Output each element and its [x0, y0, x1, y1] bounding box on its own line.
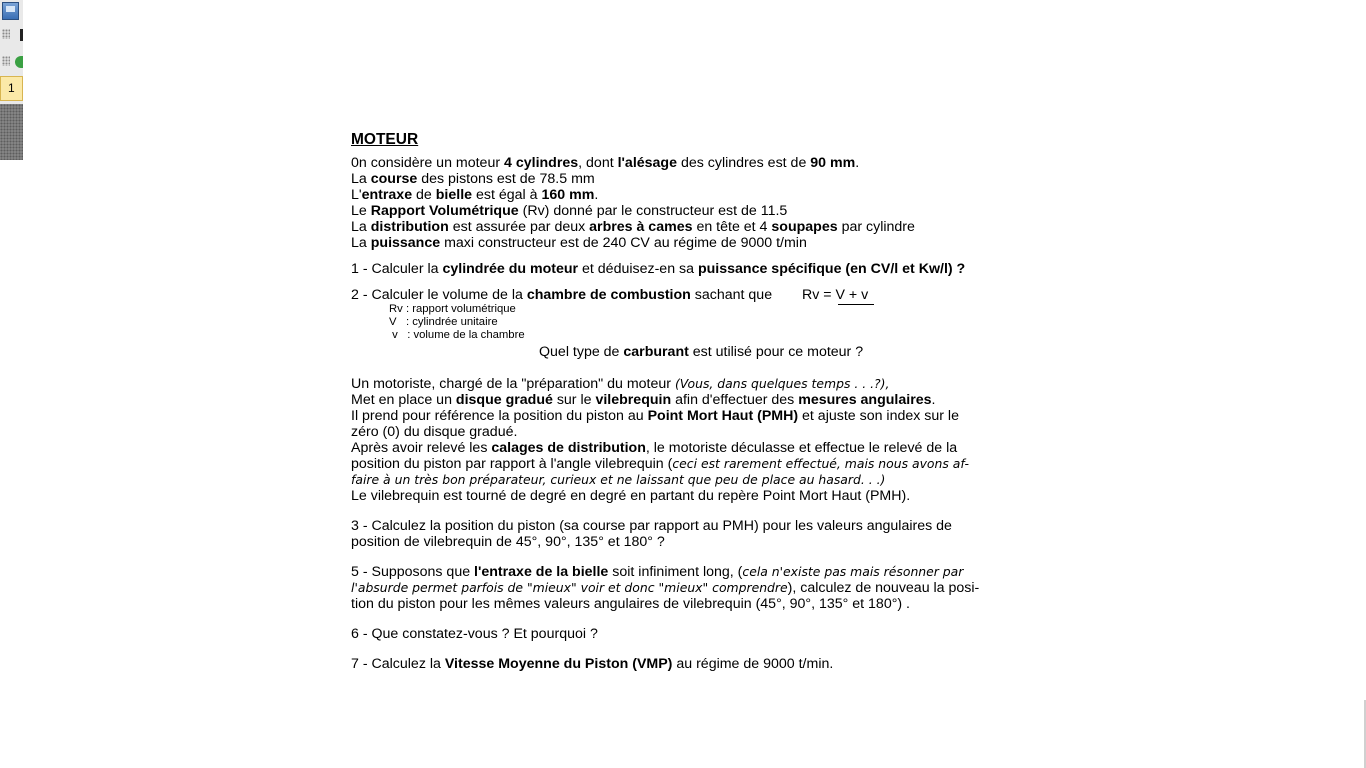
question-5 [351, 564, 991, 612]
italic-text: faire à un très bon préparateur, curieux et ne laissant que peu de place au hasard. . .) [351, 472, 886, 487]
bold-text: 160 mm [541, 187, 595, 203]
document-page [351, 131, 991, 672]
bold-text: carburant [623, 344, 689, 360]
bold-text: puissance [370, 235, 441, 251]
page-number-tab[interactable]: 1 [0, 76, 23, 101]
toolbar-cut-edge [20, 29, 23, 41]
text-run: , dont [578, 155, 618, 171]
text-run: est utilisé pour ce moteur ? [688, 344, 864, 360]
question-2b [539, 344, 991, 360]
text-run: 2 - Calculer le volume de la [351, 287, 527, 303]
bold-text: Rapport Volumétrique [370, 203, 519, 219]
italic-text: ceci est rarement effectué, mais nous avons af- [672, 456, 969, 471]
intro-line [351, 187, 991, 203]
bold-text: puissance spécifique (en CV/l et Kw/l) ? [697, 261, 966, 277]
narrative-line [351, 408, 991, 424]
italic-text: l'absurde permet parfois de "mieux" voir et donc "mieux" comprendre [351, 580, 788, 595]
bold-text: bielle [435, 187, 473, 203]
narrative-line [351, 472, 991, 488]
bold-text: disque gradué [455, 392, 553, 408]
bold-text: 4 cylindres [504, 155, 579, 171]
bold-text: vilebrequin [595, 392, 672, 408]
toolbar-grip-icon[interactable] [2, 29, 10, 39]
text-run: sachant que [690, 287, 773, 303]
bold-text: l'entraxe de la bielle [474, 564, 609, 580]
formula-rv: Rv = V + v [802, 287, 869, 303]
intro-block [351, 155, 991, 251]
bold-text: l'alésage [617, 155, 677, 171]
text-run: maxi constructeur est de 240 CV au régime de 9000 t/min [440, 235, 807, 251]
text-run: sur le [552, 392, 596, 408]
text-run: 0n considère un moteur [351, 155, 505, 171]
definition-line: Rv : rapport volumétrique [389, 303, 516, 315]
text-run: . [931, 392, 936, 408]
text-run: par cylindre [837, 219, 915, 235]
text-run: Met en place un [351, 392, 456, 408]
text-run: soit infiniment long, ( [608, 564, 743, 580]
bold-text: arbres à cames [589, 219, 693, 235]
text-run: zéro (0) du disque gradué. [351, 424, 518, 440]
doc-title: MOTEUR [351, 131, 419, 148]
text-run: L' [351, 187, 362, 203]
bold-text: chambre de combustion [526, 287, 691, 303]
intro-line [351, 171, 991, 187]
text-run: de [412, 187, 436, 203]
question-3 [351, 518, 991, 550]
text-run: La [351, 219, 371, 235]
text-run: est égal à [472, 187, 542, 203]
globe-icon[interactable] [15, 56, 23, 68]
formula-definitions [389, 303, 991, 342]
text-run: en tête et 4 [692, 219, 772, 235]
fraction-bar [838, 304, 874, 305]
page-thumbnail-area[interactable] [0, 104, 23, 160]
text-run: et ajuste son index sur le [798, 408, 959, 424]
text-run: Un motoriste, chargé de la "préparation" du moteur [351, 376, 675, 392]
text-run: 1 - Calculer la [351, 261, 443, 277]
text-run: tion du piston pour les mêmes valeurs angulaires de vilebrequin (45°, 90°, 135° et 180°) . [351, 596, 910, 612]
bold-text: calages de distribution [491, 440, 646, 456]
bold-text: soupapes [771, 219, 838, 235]
definition-line: v : volume de la chambre [389, 329, 525, 341]
bold-text: course [370, 171, 418, 187]
bold-text: mesures angulaires [798, 392, 932, 408]
text-run: Le [351, 203, 371, 219]
narrative-line [351, 376, 991, 392]
narrative-line [351, 424, 991, 440]
intro-line [351, 155, 991, 171]
text-run: position du piston par rapport à l'angle vilebrequin ( [351, 456, 673, 472]
text-run: . [855, 155, 860, 171]
question-7 [351, 656, 991, 672]
bold-text: Point Mort Haut (PMH) [647, 408, 799, 424]
text-run: position de vilebrequin de 45°, 90°, 135° et 180° ? [351, 534, 665, 550]
text-run: 3 - Calculez la position du piston (sa course par rapport au PMH) pour les valeurs angulaires de [351, 518, 952, 534]
text-run: Il prend pour référence la position du piston au [351, 408, 648, 424]
text-run: afin d'effectuer des [671, 392, 799, 408]
intro-line [351, 219, 991, 235]
intro-line [351, 203, 991, 219]
app-icon[interactable] [2, 2, 19, 20]
text-run: Le vilebrequin est tourné de degré en degré en partant du repère Point Mort Haut (PMH). [351, 488, 911, 504]
text-run: au régime de 9000 t/min. [672, 656, 834, 672]
text-run: 6 - Que constatez-vous ? Et pourquoi ? [351, 626, 598, 642]
definition-line: V : cylindrée unitaire [389, 316, 498, 328]
text-run: 7 - Calculez la [351, 656, 445, 672]
narrative-line [351, 456, 991, 472]
narrative-line [351, 440, 991, 456]
text-run: Quel type de [539, 344, 624, 360]
bold-text: cylindrée du moteur [442, 261, 579, 277]
narrative-line [351, 488, 991, 504]
narrative-line [351, 392, 991, 408]
text-run: . [594, 187, 599, 203]
narrative-block [351, 376, 991, 504]
left-toolbar [0, 0, 23, 160]
text-run: La [351, 235, 371, 251]
text-run: des cylindres est de [677, 155, 811, 171]
bold-text: distribution [370, 219, 449, 235]
italic-text: cela n'existe pas mais résonner par [742, 564, 964, 579]
question-1 [351, 261, 991, 277]
text-run: et déduisez-en sa [578, 261, 698, 277]
question-6 [351, 626, 991, 642]
text-run: des pistons est de 78.5 mm [417, 171, 595, 187]
text-run: (Rv) donné par le constructeur est de 11.5 [518, 203, 788, 219]
bold-text: entraxe [361, 187, 413, 203]
text-run: Après avoir relevé les [351, 440, 492, 456]
italic-text: (Vous, dans quelques temps . . .?), [674, 376, 890, 391]
bold-text: Vitesse Moyenne du Piston (VMP) [444, 656, 673, 672]
text-run: 5 - Supposons que [351, 564, 475, 580]
question-2 [351, 287, 991, 303]
intro-line [351, 235, 991, 251]
text-run: La [351, 171, 371, 187]
text-run: est assurée par deux [448, 219, 590, 235]
text-run: ), calculez de nouveau la posi- [787, 580, 980, 596]
bold-text: 90 mm [810, 155, 856, 171]
text-run: , le motoriste déculasse et effectue le relevé de la [645, 440, 958, 456]
toolbar-grip-icon[interactable] [2, 56, 10, 66]
